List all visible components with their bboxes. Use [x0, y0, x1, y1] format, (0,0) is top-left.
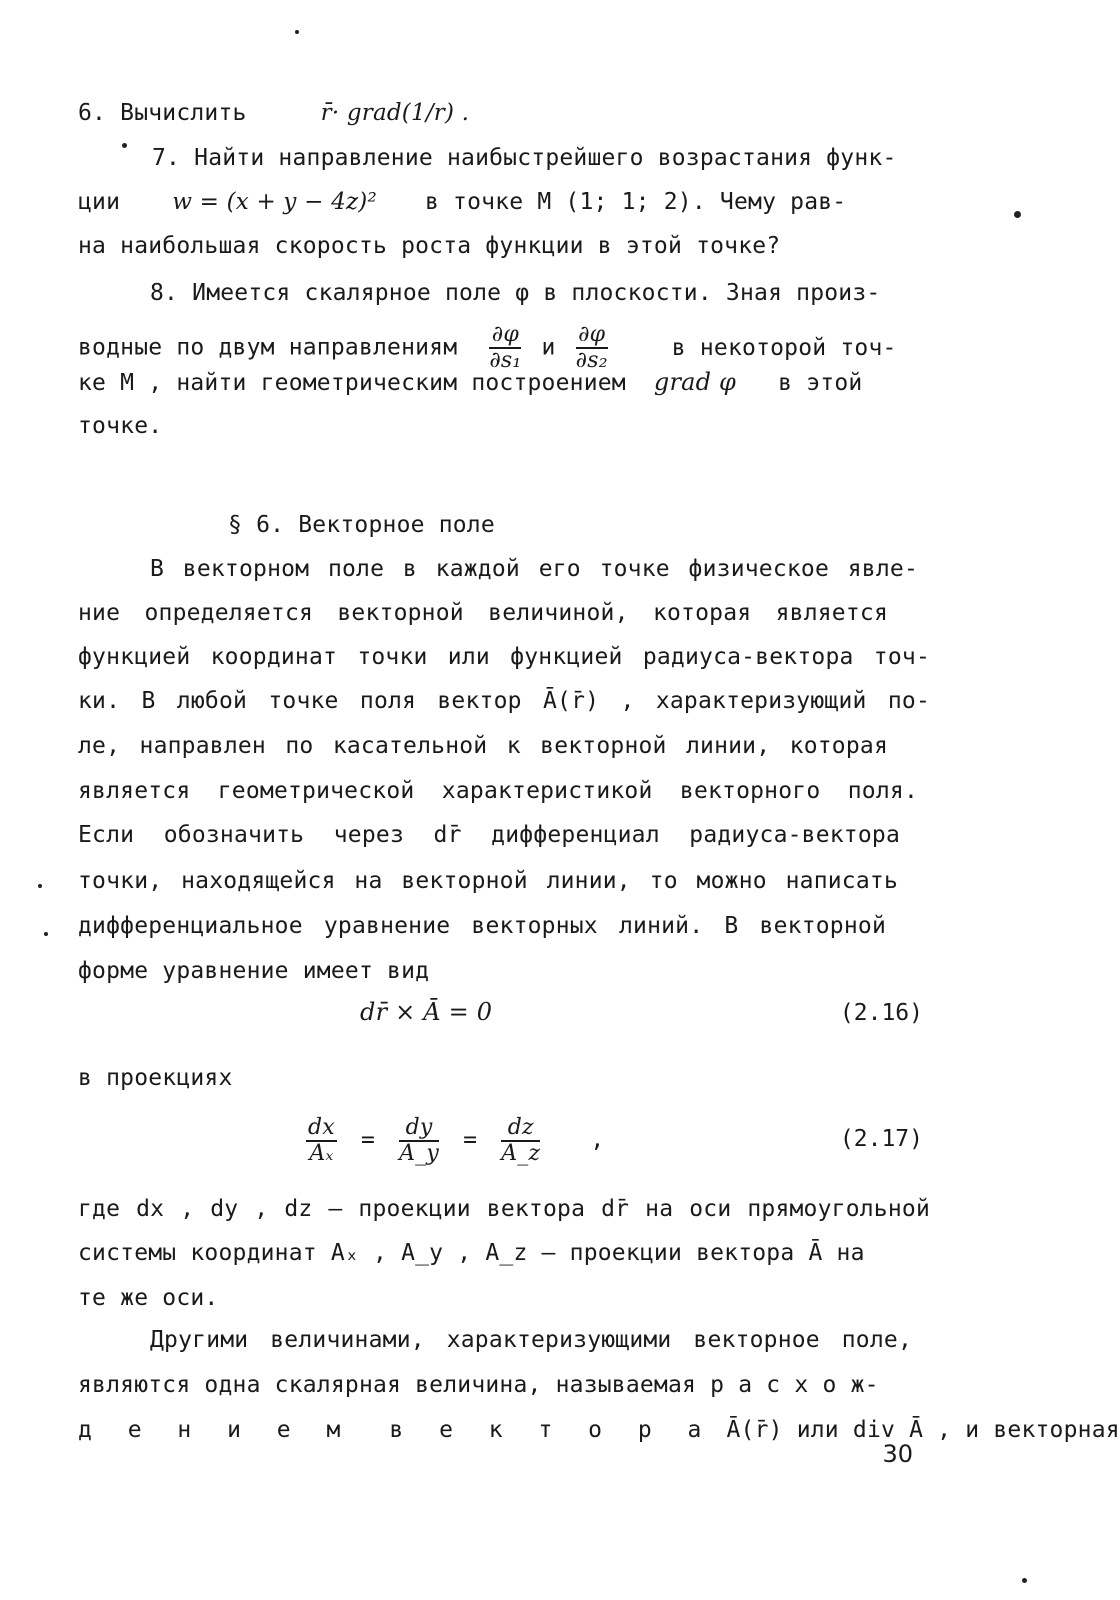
in-projections	[78, 1063, 930, 1093]
item8-line3-b: в этой	[778, 370, 863, 396]
eq217-f1-den: Aₓ	[309, 1140, 334, 1166]
item8-line2-a: водные по двум направлениям	[78, 334, 458, 361]
item8-line2-b: в некоторой точ-	[671, 334, 897, 361]
scan-speck	[44, 932, 48, 936]
p1-last-text: форме уравнение имеет вид	[78, 958, 430, 984]
eq217-fraction-dx	[306, 1116, 337, 1166]
scan-speck	[1022, 1578, 1027, 1583]
item8-line4	[78, 411, 930, 441]
eq217-f3-den: A_z	[501, 1140, 541, 1166]
eq217-f1-num: dx	[308, 1114, 335, 1140]
p1-line-text: ние определяется векторной величиной, которая является	[78, 600, 888, 626]
scan-speck	[122, 143, 127, 148]
p3-line3-rest: Ā(r̄) или div Ā , и векторная	[726, 1417, 1120, 1443]
item7-line3-text: на наибольшая скорость роста функции в этой точке?	[78, 233, 781, 259]
p1-line	[78, 866, 898, 896]
section-heading	[228, 510, 728, 540]
p1-line	[78, 686, 930, 716]
eq217-f3-num: dz	[501, 1116, 540, 1142]
item6-label: 6. Вычислить	[78, 100, 247, 126]
p1-line-text: В векторном поле в каждой его точке физическое явле-	[150, 556, 918, 582]
item8-line2	[78, 323, 930, 371]
eq216-formula: dr̄ × Ā = 0	[360, 998, 493, 1026]
equation-number-2-17: (2.17)	[839, 1126, 923, 1152]
item8-line1-text: 8. Имеется скалярное поле φ в плоскости. Зная произ-	[150, 280, 881, 306]
scan-speck	[38, 884, 42, 888]
page-number: 30	[882, 1440, 913, 1468]
in-projections-text: в проекциях	[78, 1065, 233, 1091]
item8-fraction-1	[489, 323, 521, 373]
p1-last-line	[78, 956, 930, 986]
p1-line	[78, 911, 886, 941]
p1-line-text: ле, направлен по касательной к векторной линии, которая	[78, 733, 888, 759]
item7-line3	[78, 231, 930, 261]
p1-line-text: функцией координат точки или функцией радиуса-вектора точ-	[78, 644, 930, 670]
p1-line-text: дифференциальное уравнение векторных линий. В векторной	[78, 913, 886, 939]
item7-line1	[152, 143, 930, 173]
p1-line	[78, 642, 930, 672]
frac2-denominator: ∂s₂	[575, 348, 608, 373]
p2-line	[78, 1194, 930, 1224]
p3-spaced-word-2: в е к т о р а	[389, 1417, 713, 1443]
p1-line-text: точки, находящейся на векторной линии, то можно написать	[78, 868, 898, 894]
equation-2-17: $\frac{dx}{\text{Aₓ}}$ = $\frac{dy}{A\_y}$ = $\frac{dz}{A\_z}$ ,	[308, 1114, 605, 1166]
item8-line4-text: точке.	[78, 413, 163, 439]
frac1-numerator: ∂φ	[489, 323, 521, 349]
p1-line-text: Если обозначить через dr̄ дифференциал радиуса-вектора	[78, 822, 900, 848]
scan-speck	[1014, 211, 1021, 218]
item8-and: и	[541, 334, 556, 361]
p1-line	[150, 554, 918, 584]
item6-line	[78, 98, 930, 128]
p2-last-text: те же оси.	[78, 1285, 219, 1311]
item8-grad-formula: grad φ	[653, 368, 737, 396]
item8-line3	[78, 367, 930, 398]
item7-line2-a: ции	[78, 189, 121, 215]
p1-line	[78, 598, 888, 628]
p1-line	[78, 731, 888, 761]
p2-line	[78, 1238, 930, 1268]
p3-line-1	[150, 1325, 912, 1355]
equation-number-2-16: (2.16)	[839, 1000, 923, 1026]
item8-line3-a: ке M , найти геометрическим построением	[78, 370, 626, 396]
section-heading-text: § 6. Векторное поле	[228, 512, 495, 538]
p3-spaced-word-1: д е н и е м	[78, 1417, 352, 1443]
p1-line	[78, 820, 900, 850]
eq217-f2-den: A_y	[399, 1140, 439, 1166]
p3-line1-text: Другими величинами, характеризующими векторное поле,	[150, 1327, 912, 1353]
scan-speck	[295, 30, 299, 34]
p3-line2-text: являются одна скалярная величина, называемая р а с х о ж-	[78, 1372, 879, 1398]
p2-last-line	[78, 1283, 930, 1313]
eq217-fraction-dz	[501, 1116, 540, 1166]
item6-formula: r̄· grad(1/r) .	[320, 100, 470, 126]
equation-2-16	[360, 997, 660, 1027]
eq217-tail: ,	[590, 1127, 605, 1153]
item7-line2	[78, 187, 930, 217]
p1-line	[78, 776, 918, 806]
p2-line-text: системы координат Aₓ , A_y , A_z – проекции вектора Ā на	[78, 1240, 865, 1266]
item8-line1	[150, 278, 930, 308]
eq217-fraction-dy	[399, 1116, 439, 1166]
eq217-f2-num: dy	[399, 1116, 439, 1142]
p3-line-2	[78, 1370, 930, 1400]
p1-line-text: ки. В любой точке поля вектор Ā(r̄) , характеризующий по-	[78, 688, 930, 714]
p1-line-text: является геометрической характеристикой векторного поля.	[78, 778, 918, 804]
p2-line-text: где dx , dy , dz – проекции вектора dr̄ на оси прямоугольной	[78, 1196, 930, 1222]
item7-formula: w = (x + y − 4z)²	[172, 189, 377, 215]
item8-fraction-2	[576, 323, 608, 373]
p3-line-3	[78, 1415, 1120, 1445]
item7-line1-text: 7. Найти направление наибыстрейшего возрастания функ-	[152, 145, 897, 171]
frac2-numerator: ∂φ	[576, 323, 608, 349]
frac1-denominator: ∂s₁	[489, 348, 522, 373]
item7-line2-b: в точке M (1; 1; 2). Чему рав-	[424, 189, 847, 215]
